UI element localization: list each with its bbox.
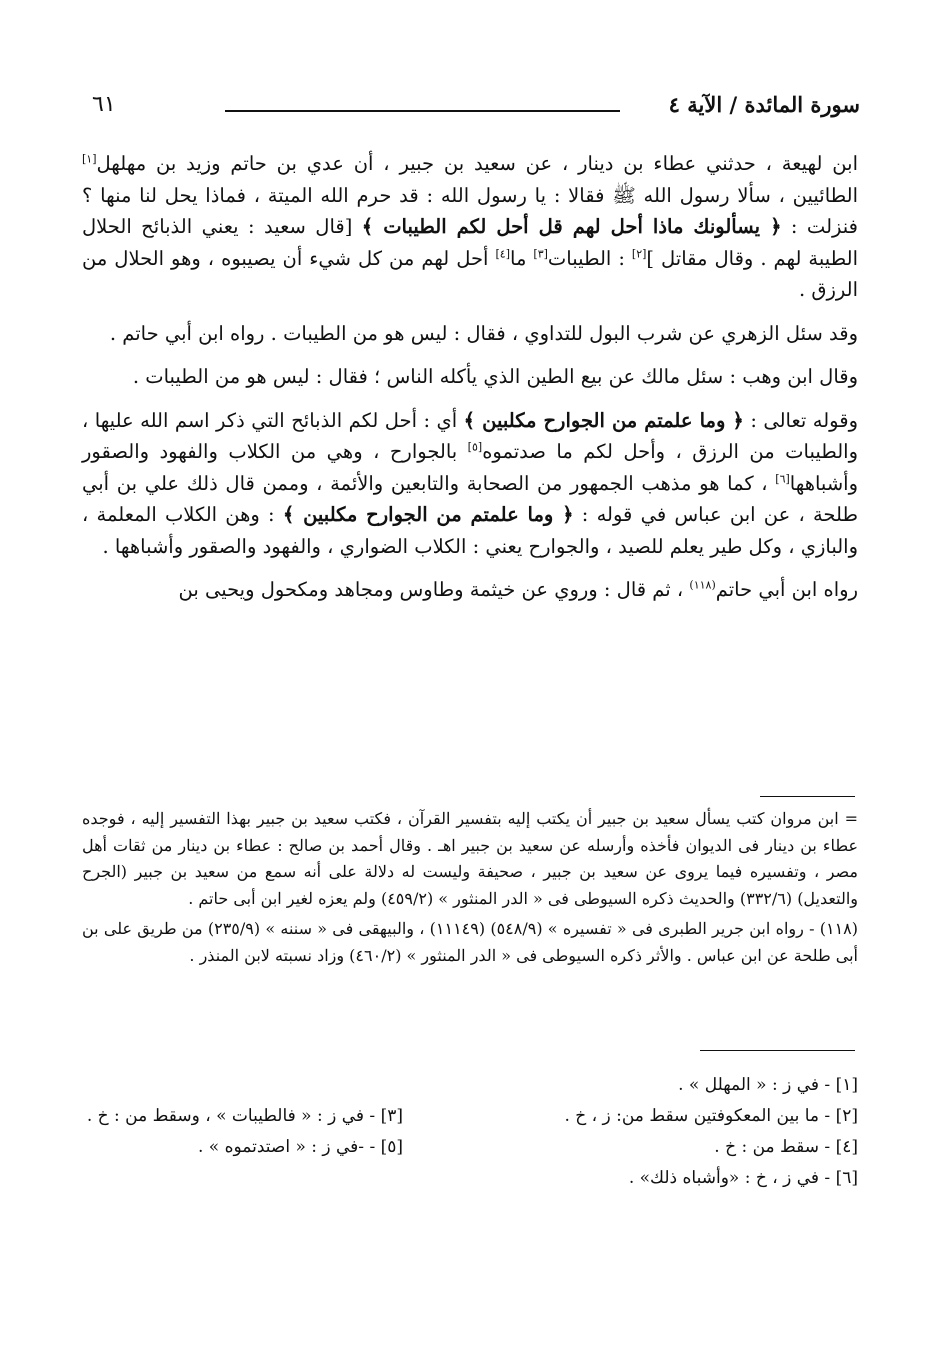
variant-marker: [٥] xyxy=(467,440,483,454)
variant-marker: [١] xyxy=(82,152,97,166)
text-run: بالجوارح ، وهي من الكلاب والفهود والصقور وأشباهها xyxy=(82,440,858,495)
paragraph-2: وقد سئل الزهري عن شرب البول للتداوي ، فقال : ليس هو من الطيبات . رواه ابن أبي حاتم . xyxy=(109,321,858,345)
variant-marker: [٣] xyxy=(533,247,548,260)
surah-title: سورة المائدة / الآية ٤ xyxy=(668,92,860,117)
variant-marker: [٦] xyxy=(775,472,790,485)
variant-row xyxy=(82,1101,858,1132)
text-run: : الطيبات xyxy=(547,246,632,270)
variant-row xyxy=(82,1163,858,1194)
variants-divider xyxy=(700,1050,855,1051)
variant-row xyxy=(82,1070,858,1101)
footnote-118: (١١٨) - رواه ابن جرير الطبرى فى « تفسيره » (٥٤٨/٩) (١١١٤٩) ، والبيهقى فى « سننه » (٢٣٥/٩) من طريق على بن أبى طلحة عن ابن عباس . والأثر ذكره السيوطى فى « الدر المنثور » (٤٦٠/٢) وزاد نسبته لابن المنذر . xyxy=(82,919,858,965)
main-text xyxy=(82,148,858,618)
variant-note-1: [١] - في ز : « المهلل » . xyxy=(678,1075,858,1095)
variant-note-3: [٣] - في ز : « فالطيبات » ، وسقط من : خ . xyxy=(86,1106,403,1126)
text-run: : وهن الكلاب المعلمة ، والبازي ، وكل طير يعلم للصيد ، والجوارح يعني : الكلاب الضواري ، والفهود والصقور وأشباهها . xyxy=(82,503,858,558)
variant-marker: [٢] xyxy=(631,247,647,260)
page-header xyxy=(80,92,860,128)
paragraph-3: وقال ابن وهب : سئل مالك عن بيع الطين الذي يأكله الناس ؛ فقال : ليس هو من الطيبات . xyxy=(132,365,858,388)
text-run: [قال سعيد : يعني الذبائح الحلال الطيبة لهم . وقال مقاتل ] xyxy=(82,215,859,270)
quran-quote: ﴿ يسألونك ماذا أحل لهم قل أحل لكم الطيبات ﴾ xyxy=(361,215,782,238)
variant-marker: [٤] xyxy=(495,247,510,260)
footnote-continued: = ابن مروان كتب يسأل سعيد بن جبير أن يكتب إليه بتفسير القرآن ، فكتب سعيد بن جبير بهذا التفسير إليه ، فوجده عطاء بن دينار فى الديوان فأخذه وأرسله عن سعيد بن جبير اهـ . وقال أحمد بن صالح : عطاء بن دينار من ثقات أهل مصر ، وتفسيره فيما يروى عن سعيد بن جبير ، صحيفة وليست له دلالة على أنه سمع من سعيد بن جبير (الجرح والتعديل) (٣٣٢/٦) والحديث ذكره السيوطى فى « الدر المنثور » (٤٥٩/٢) ولم يعزه لغير ابن أبى حاتم . xyxy=(82,809,858,908)
page-number: ٦١ xyxy=(92,92,116,117)
footnote-divider xyxy=(760,796,855,797)
text-run: أحل لهم من كل شيء أن يصيبوه ، وهو الحلال من الرزق . xyxy=(82,246,858,301)
text-run: أي : أحل لكم الذبائح التي ذكر اسم الله عليها ، والطيبات من الرزق ، وأحل لكم ما صدتموه xyxy=(82,408,858,463)
paragraph-4 xyxy=(82,405,858,563)
paragraph-1 xyxy=(82,148,858,306)
header-rule xyxy=(225,110,620,112)
text-run: ، ثم قال : وروي عن خيثمة وطاوس ومجاهد ومكحول ويحيى بن xyxy=(178,578,690,601)
variant-note-5: [٥] - -في ز : « اصتدتموه » . xyxy=(197,1137,403,1157)
footnote-marker: (١١٨) xyxy=(689,578,716,592)
text-run: وقوله تعالى : xyxy=(743,408,858,432)
text-run: ، كما هو مذهب الجمهور من الصحابة والتابعين والأئمة ، وممن قال ذلك علي بن أبي طلحة ، عن ابن عباس في قوله : xyxy=(82,471,858,526)
footnotes xyxy=(82,806,858,973)
text-run: رواه ابن أبي حاتم xyxy=(715,578,858,601)
variant-row xyxy=(82,1132,858,1163)
quran-quote: ﴿ وما علمتم من الجوارح مكلبين ﴾ xyxy=(463,408,744,432)
quran-quote: ﴿ وما علمتم من الجوارح مكلبين ﴾ xyxy=(282,503,574,526)
variant-note-4: [٤] - سقط من : خ . xyxy=(714,1137,858,1157)
paragraph-5 xyxy=(82,574,858,606)
manuscript-variants xyxy=(82,1070,858,1194)
variant-note-2: [٢] - ما بين المعكوفتين سقط من: ز ، خ . xyxy=(564,1106,858,1126)
text-run: الطائيين ، سألا رسول الله ﷺ فقالا : يا رسول الله : قد حرم الله الميتة ، فماذا يحل لنا منها ؟ فنزلت : xyxy=(82,183,858,238)
text-run: ما xyxy=(510,246,534,270)
text-run: ابن لهيعة ، حدثني عطاء بن دينار ، عن سعيد بن جبير ، أن عدي بن حاتم وزيد بن مهلهل xyxy=(96,152,858,175)
variant-note-6: [٦] - في ز ، خ : «وأشباه ذلك» . xyxy=(628,1168,858,1188)
